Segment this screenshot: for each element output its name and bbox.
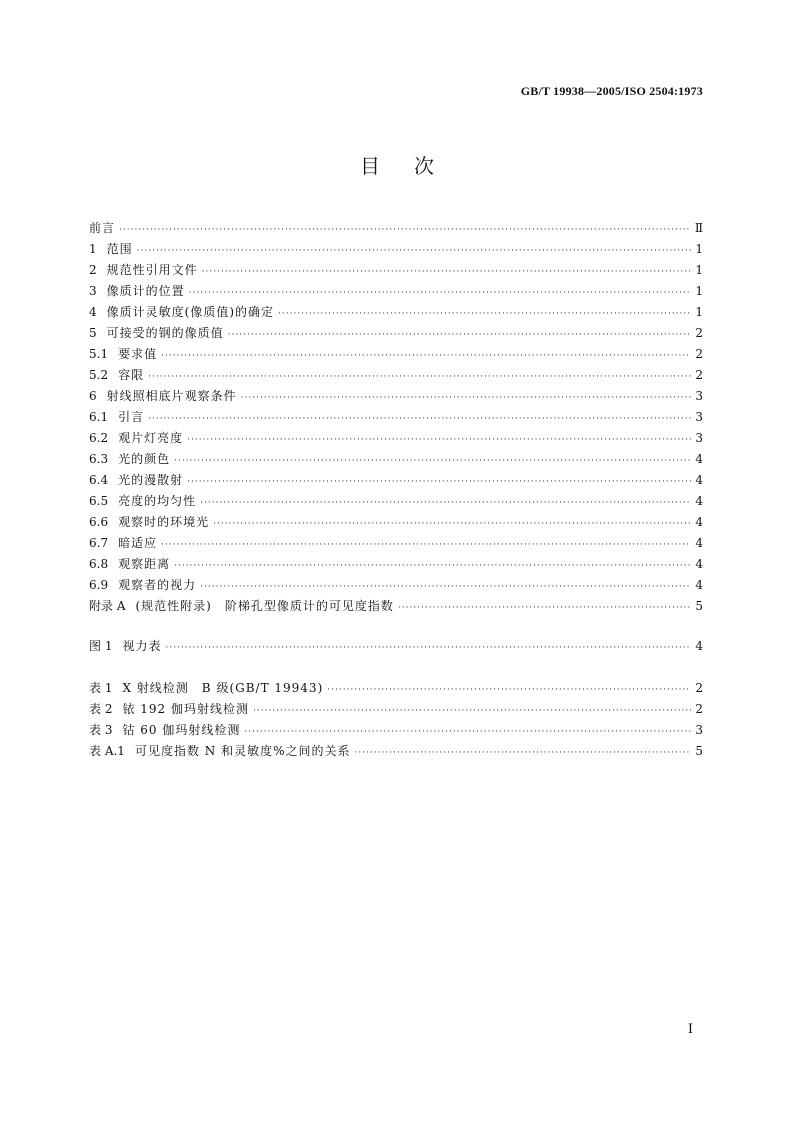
toc-entry-page: 4 bbox=[695, 494, 703, 508]
toc-entry[interactable] bbox=[89, 260, 703, 281]
toc-entry-page: 3 bbox=[695, 410, 703, 424]
toc-entry-page: 4 bbox=[695, 536, 703, 550]
toc-entry-page: 1 bbox=[695, 284, 703, 298]
toc-entry-number: 5 bbox=[89, 326, 97, 340]
toc-entry[interactable] bbox=[89, 699, 703, 720]
toc-entry-page: 4 bbox=[695, 557, 703, 571]
standard-code: GB/T 19938—2005/ISO 2504:1973 bbox=[520, 84, 703, 98]
toc-entry-page: 1 bbox=[695, 263, 703, 277]
toc-tables-list bbox=[89, 678, 703, 762]
toc-entry-number: 3 bbox=[89, 284, 97, 298]
page-number: I bbox=[687, 1022, 693, 1037]
toc-entry-title: (规范性附录) 阶梯孔型像质计的可见度指数 bbox=[135, 599, 394, 613]
toc-entry[interactable] bbox=[89, 323, 703, 344]
toc-entry-title: 规范性引用文件 bbox=[106, 263, 198, 277]
toc-entry-title: 可见度指数 N 和灵敏度%之间的关系 bbox=[134, 744, 351, 758]
toc-leader-dots bbox=[189, 283, 691, 304]
toc-entry-title: 像质计的位置 bbox=[106, 284, 185, 298]
toc-entry[interactable] bbox=[89, 218, 703, 239]
toc-entry[interactable] bbox=[89, 554, 703, 575]
toc-leader-dots bbox=[148, 367, 691, 388]
toc-leader-dots bbox=[200, 493, 691, 514]
toc-leader-dots bbox=[278, 304, 691, 325]
toc-entry-title: 观察距离 bbox=[118, 557, 171, 571]
toc-entry-page: 4 bbox=[695, 639, 703, 653]
toc-entry-title: 暗适应 bbox=[118, 536, 158, 550]
toc-figures-list bbox=[89, 636, 703, 657]
toc-leader-dots bbox=[354, 743, 691, 764]
toc-entry-number: 附录 A bbox=[89, 599, 126, 613]
toc-entry[interactable] bbox=[89, 428, 703, 449]
toc-entry-number: 6 bbox=[89, 389, 97, 403]
toc-leader-dots bbox=[174, 556, 691, 577]
toc-entry[interactable] bbox=[89, 344, 703, 365]
toc-entry[interactable] bbox=[89, 533, 703, 554]
toc-main-list bbox=[89, 218, 703, 617]
toc-entry-title: 可接受的钢的像质值 bbox=[106, 326, 224, 340]
toc-entry-page: 2 bbox=[695, 347, 703, 361]
toc-entry-page: 5 bbox=[695, 744, 703, 758]
toc-entry[interactable] bbox=[89, 678, 703, 699]
toc-entry-title: 观片灯亮度 bbox=[118, 431, 184, 445]
toc-entry-number: 1 bbox=[89, 242, 97, 256]
toc-entry-number: 5.2 bbox=[89, 368, 109, 382]
toc-leader-dots bbox=[161, 346, 691, 367]
toc-entry-title: 亮度的均匀性 bbox=[118, 494, 197, 508]
toc-entry-title: 光的漫散射 bbox=[118, 473, 184, 487]
toc-entry-page: 2 bbox=[695, 326, 703, 340]
toc-entry-number: 表 1 bbox=[89, 681, 113, 695]
toc-leader-dots bbox=[119, 220, 691, 241]
toc-entry-number: 5.1 bbox=[89, 347, 109, 361]
toc-leader-dots bbox=[398, 598, 691, 619]
toc-leader-dots bbox=[228, 325, 691, 346]
toc-leader-dots bbox=[213, 514, 691, 535]
toc-entry-title: 视力表 bbox=[122, 639, 162, 653]
toc-leader-dots bbox=[161, 535, 691, 556]
toc-entry-title: 范围 bbox=[106, 242, 133, 256]
toc-entry-number: 6.7 bbox=[89, 536, 109, 550]
toc-entry-title: 观察时的环境光 bbox=[118, 515, 210, 529]
toc-entry-title: 引言 bbox=[118, 410, 145, 424]
toc-leader-dots bbox=[327, 680, 691, 701]
toc-entry-number: 6.9 bbox=[89, 578, 109, 592]
toc-entry-page: 1 bbox=[695, 305, 703, 319]
toc-entry-page: 4 bbox=[695, 578, 703, 592]
page-title: 目次 bbox=[360, 154, 468, 178]
toc-entry-number: 表 2 bbox=[89, 702, 113, 716]
toc-leader-dots bbox=[187, 472, 691, 493]
toc-entry-page: 2 bbox=[695, 681, 703, 695]
toc-entry[interactable] bbox=[89, 239, 703, 260]
toc-entry[interactable] bbox=[89, 720, 703, 741]
toc-leader-dots bbox=[165, 638, 691, 659]
toc-entry-title: X 射线检测 B 级(GB/T 19943) bbox=[122, 681, 324, 695]
toc-entry-page: 1 bbox=[695, 242, 703, 256]
toc-entry-number: 6.8 bbox=[89, 557, 109, 571]
toc-entry-number: 表 A.1 bbox=[89, 744, 125, 758]
toc-entry-number: 6.5 bbox=[89, 494, 109, 508]
toc-leader-dots bbox=[200, 577, 691, 598]
toc-entry[interactable] bbox=[89, 596, 703, 617]
toc-entry-page: 3 bbox=[695, 723, 703, 737]
toc-entry-title: 射线照相底片观察条件 bbox=[106, 389, 237, 403]
toc-entry[interactable] bbox=[89, 741, 703, 762]
toc-leader-dots bbox=[187, 430, 691, 451]
toc-entry-title: 钴 60 伽玛射线检测 bbox=[122, 723, 241, 737]
toc-entry-page: 2 bbox=[695, 702, 703, 716]
toc-leader-dots bbox=[244, 722, 691, 743]
toc-entry-number: 6.1 bbox=[89, 410, 109, 424]
toc-entry[interactable] bbox=[89, 491, 703, 512]
toc-entry-title: 像质计灵敏度(像质值)的确定 bbox=[106, 305, 275, 319]
toc-entry[interactable] bbox=[89, 575, 703, 596]
toc-entry-page: 5 bbox=[695, 599, 703, 613]
toc-entry[interactable] bbox=[89, 407, 703, 428]
toc-entry-page: 4 bbox=[695, 515, 703, 529]
toc-leader-dots bbox=[148, 409, 691, 430]
toc-entry[interactable] bbox=[89, 512, 703, 533]
toc-entry-number: 6.3 bbox=[89, 452, 109, 466]
toc-entry-page: 4 bbox=[695, 452, 703, 466]
toc-entry-number: 表 3 bbox=[89, 723, 113, 737]
toc-entry-page: 4 bbox=[695, 473, 703, 487]
toc-entry-title: 容限 bbox=[118, 368, 145, 382]
toc-entry-title: 铱 192 伽玛射线检测 bbox=[122, 702, 249, 716]
toc-leader-dots bbox=[137, 241, 691, 262]
toc-leader-dots bbox=[253, 701, 691, 722]
toc-entry-title: 光的颜色 bbox=[118, 452, 171, 466]
toc-entry-page: Ⅱ bbox=[694, 221, 703, 235]
toc-entry-number: 图 1 bbox=[89, 639, 113, 653]
toc-entry-page: 2 bbox=[695, 368, 703, 382]
toc-entry-number: 6.2 bbox=[89, 431, 109, 445]
toc-entry-page: 3 bbox=[695, 389, 703, 403]
toc-entry[interactable] bbox=[89, 470, 703, 491]
toc-entry[interactable] bbox=[89, 302, 703, 323]
toc-entry[interactable] bbox=[89, 386, 703, 407]
toc-entry-title: 观察者的视力 bbox=[118, 578, 197, 592]
toc-entry[interactable] bbox=[89, 365, 703, 386]
toc-entry-number: 6.4 bbox=[89, 473, 109, 487]
toc-entry[interactable] bbox=[89, 449, 703, 470]
toc-entry-title: 前言 bbox=[89, 221, 116, 235]
toc-entry-number: 2 bbox=[89, 263, 97, 277]
toc-entry[interactable] bbox=[89, 281, 703, 302]
toc-entry[interactable] bbox=[89, 636, 703, 657]
toc-leader-dots bbox=[241, 388, 691, 409]
toc-leader-dots bbox=[174, 451, 691, 472]
toc-entry-number: 4 bbox=[89, 305, 97, 319]
toc-entry-title: 要求值 bbox=[118, 347, 158, 361]
toc-entry-page: 3 bbox=[695, 431, 703, 445]
toc-entry-number: 6.6 bbox=[89, 515, 109, 529]
toc-leader-dots bbox=[202, 262, 691, 283]
